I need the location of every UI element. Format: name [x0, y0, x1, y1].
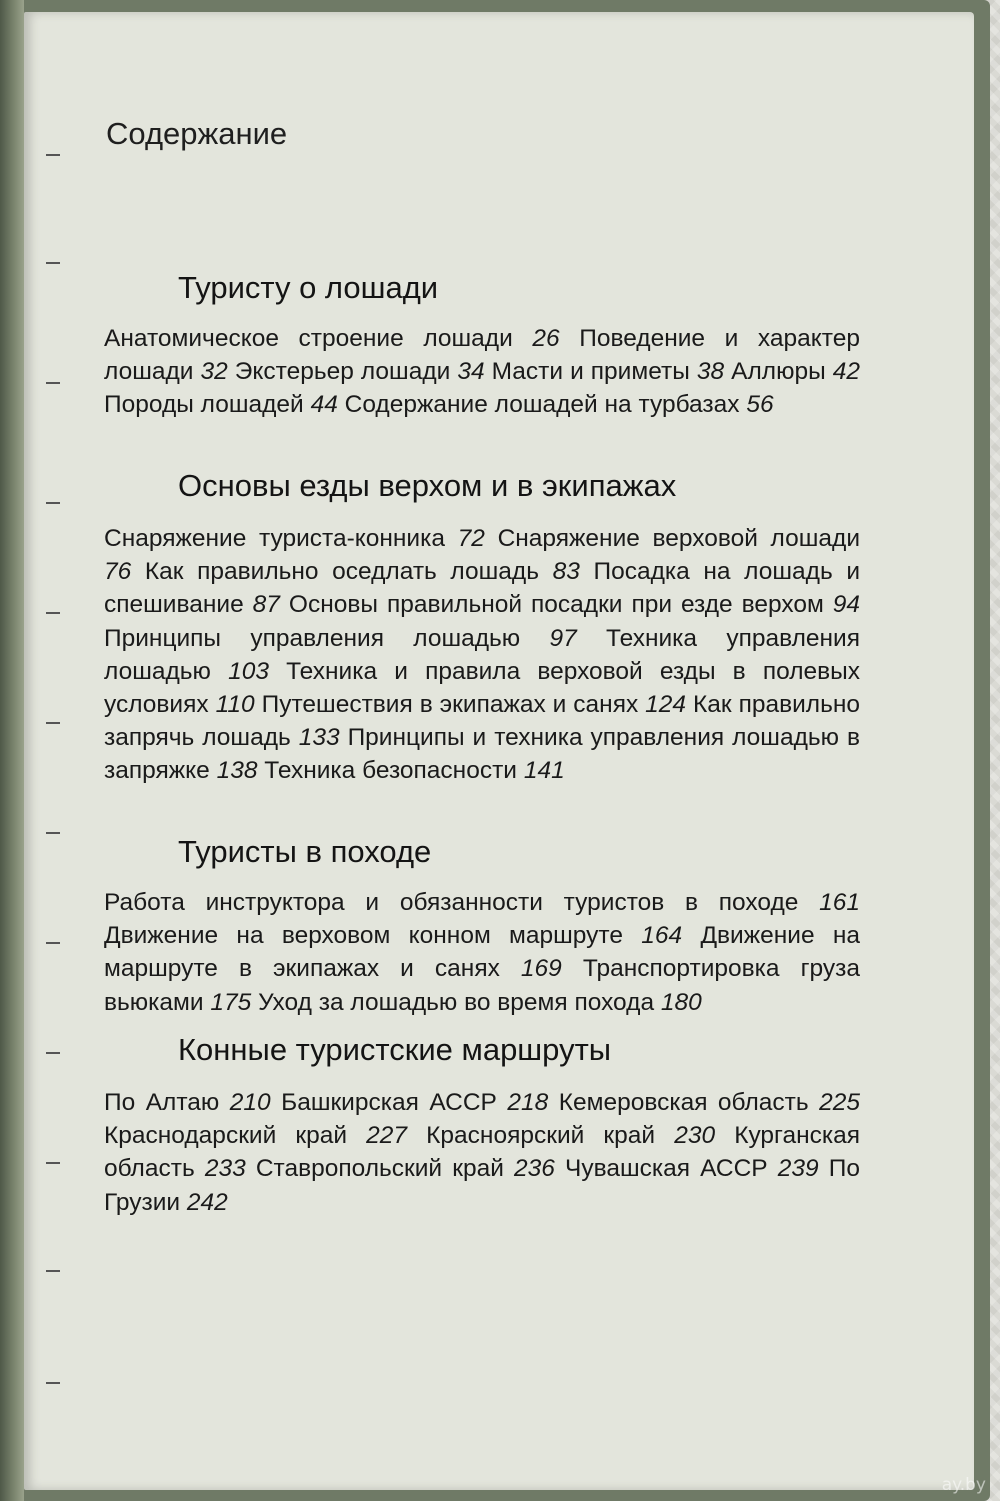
toc-entry-title: Путешествия в экипажах и санях [261, 691, 639, 719]
toc-entry [345, 391, 774, 418]
toc-page-number: 38 [696, 358, 725, 386]
toc-entry-title: Уход за лошадью во время похода [258, 988, 655, 1016]
binding-stitch [46, 1270, 60, 1272]
section-heading: Туристу о лошади [178, 270, 439, 305]
toc-page-number: 161 [819, 889, 860, 916]
toc-page-number: 233 [204, 1155, 246, 1183]
toc-page-number: 56 [746, 391, 774, 419]
toc-entry-title: Аллюры [731, 358, 826, 386]
binding-stitch [46, 612, 60, 614]
toc-page-number: 133 [298, 724, 340, 752]
toc-entry-title: Техника и правила верховой езды в полевых условиях [104, 657, 860, 719]
toc-page-number: 218 [507, 1089, 549, 1116]
toc-entry [145, 558, 580, 585]
toc-entry [264, 757, 564, 784]
binding-stitch [46, 1162, 60, 1164]
toc-page-number: 94 [832, 591, 861, 619]
section-entries [104, 322, 860, 422]
toc-page-number: 242 [186, 1188, 228, 1216]
toc-page-number: 225 [819, 1089, 861, 1116]
binding-stitch [46, 722, 60, 724]
toc-page-number: 227 [366, 1122, 408, 1150]
toc-page-number: 42 [832, 358, 860, 386]
toc-entry [262, 691, 686, 718]
toc-page-number: 44 [310, 391, 338, 419]
toc-entry-title: Движение на маршруте в экипажах и санях [104, 922, 861, 983]
binding-stitch [46, 1382, 60, 1384]
toc-page-number: 124 [645, 691, 687, 719]
toc-page-number: 236 [514, 1155, 555, 1183]
binding-stitch [46, 154, 60, 156]
toc-entry-title: Поведение и характер лошади [104, 325, 860, 386]
toc-entry [258, 989, 702, 1016]
section-entries [104, 1086, 860, 1219]
toc-page-number: 180 [660, 988, 702, 1016]
toc-page-number: 175 [210, 988, 252, 1016]
toc-entry [426, 1122, 715, 1149]
toc-entry [104, 325, 560, 352]
toc-entry-title: Красноярский край [426, 1122, 656, 1150]
toc-entry-title: Основы правильной посадки при езде верхом [288, 591, 824, 619]
toc-entry [104, 922, 682, 949]
binding-stitch [46, 502, 60, 504]
toc-entry-title: Ставропольский край [255, 1155, 504, 1183]
toc-page-number: 83 [552, 558, 580, 586]
toc-entry-title: Техника управления лошадью [104, 624, 860, 685]
toc-page-number: 103 [228, 657, 269, 685]
toc-page-number: 138 [216, 757, 258, 785]
toc-entry-title: Движение на верховом конном маршруте [104, 922, 623, 950]
toc-entry-title: Анатомическое строение лошади [104, 325, 513, 352]
toc-entry [104, 889, 860, 916]
toc-entry [492, 358, 725, 385]
toc-entry-title: Породы лошадей [104, 391, 304, 419]
toc-entry [104, 1089, 271, 1116]
toc-entry-title: Как правильно оседлать лошадь [144, 558, 539, 586]
toc-entry [104, 391, 338, 418]
watermark: ay.by [941, 1475, 986, 1495]
toc-entry-title: Масти и приметы [491, 358, 690, 386]
section-entries [104, 886, 860, 1019]
toc-page-number: 72 [457, 525, 485, 552]
toc-page-number: 239 [777, 1155, 819, 1183]
toc-entry-title: По Алтаю [104, 1089, 220, 1116]
toc-page-number: 210 [229, 1089, 271, 1116]
toc-entry [559, 1089, 860, 1116]
toc-entry-title: Принципы управления лошадью [104, 624, 521, 652]
toc-entry-title: Принципы и техника управления лошадью в запряжке [104, 724, 860, 785]
toc-page-number: 110 [215, 691, 255, 719]
toc-page-number: 32 [200, 358, 228, 386]
toc-entry-title: Снаряжение туриста-конника [104, 525, 445, 552]
toc-entry-title: По Грузии [104, 1155, 860, 1216]
contents-title: Содержание [106, 116, 288, 151]
toc-page-number: 76 [104, 558, 132, 586]
toc-page-number: 97 [549, 624, 577, 652]
toc-page-number: 87 [252, 591, 280, 619]
toc-entry-title: Посадка на лошадь и спешивание [104, 558, 861, 619]
toc-entry [256, 1155, 555, 1182]
toc-entry-title: Башкирская АССР [281, 1089, 497, 1116]
toc-entry-title: Чувашская АССР [565, 1155, 768, 1183]
toc-entry [235, 358, 485, 385]
toc-entry-title: Техника безопасности [264, 757, 517, 785]
toc-page-number: 34 [457, 358, 485, 386]
toc-page-number: 141 [523, 757, 565, 785]
toc-entry [104, 1122, 407, 1149]
toc-entry-title: Как правильно запрячь лошадь [104, 691, 861, 752]
toc-entry [289, 591, 860, 618]
binding-stitch [46, 382, 60, 384]
toc-entry-title: Работа инструктора и обязанности туристов в походе [104, 889, 799, 916]
toc-entry-title: Курганская область [104, 1122, 861, 1183]
section-heading: Основы езды верхом и в экипажах [178, 468, 677, 503]
toc-entry-title: Краснодарский край [104, 1122, 348, 1150]
toc-entry [281, 1089, 548, 1116]
binding-stitch [46, 1052, 60, 1054]
toc-entry-title: Экстерьер лошади [234, 358, 451, 386]
binding-stitch [46, 832, 60, 834]
toc-page-number: 169 [520, 955, 562, 983]
section-entries [104, 522, 860, 788]
toc-page-number: 26 [532, 325, 560, 352]
book-spine [0, 0, 24, 1501]
toc-entry-title: Содержание лошадей на турбазах [344, 391, 740, 419]
binding-stitch [46, 942, 60, 944]
section-heading: Конные туристские маршруты [178, 1032, 612, 1067]
toc-entry [104, 625, 577, 652]
toc-entry-title: Снаряжение верховой лошади [497, 525, 861, 552]
toc-page-number: 164 [641, 922, 683, 950]
toc-entry [104, 525, 485, 552]
toc-page-number: 230 [674, 1122, 716, 1150]
section-heading: Туристы в походе [178, 834, 432, 869]
binding-stitch [46, 262, 60, 264]
toc-entry-title: Кемеровская область [558, 1089, 809, 1116]
toc-entry [731, 358, 860, 385]
book-page [24, 12, 974, 1490]
toc-entry [565, 1155, 819, 1182]
toc-entry-title: Транспортировка груза вьюками [104, 955, 860, 1016]
